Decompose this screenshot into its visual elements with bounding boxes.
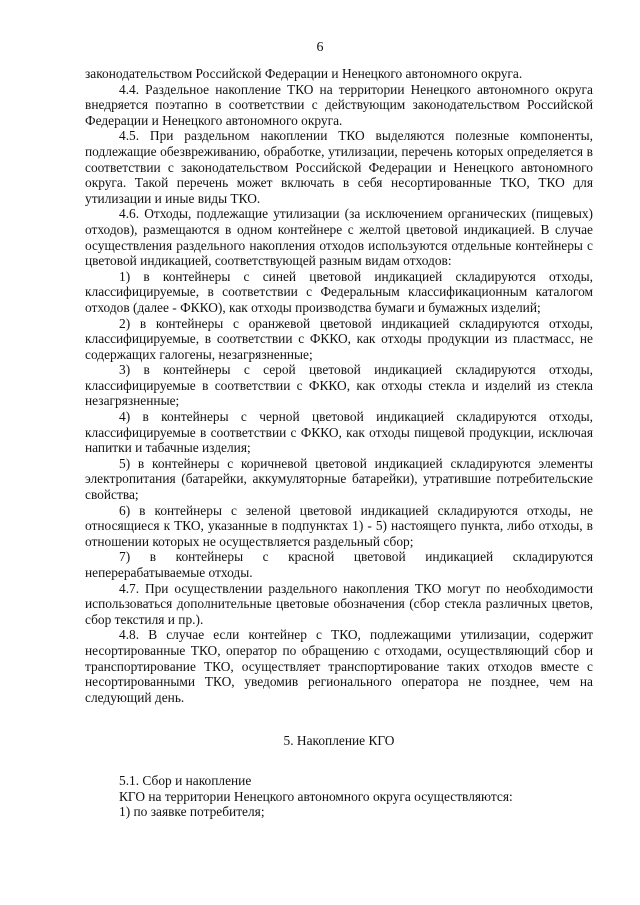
paragraph-4-7: 4.7. При осуществлении раздельного накопления ТКО могут по необходимости использоваться дополнительные цветовые обозначения (сбор стекла различных цветов, сбор текстиля и пр.). [85,580,593,627]
paragraph-4-5: 4.5. При раздельном накоплении ТКО выделяются полезные компоненты, подлежащие обезвреживанию, обработке, утилизации, перечень которых определяется в соответствии с законодательством Российской Федерации и Ненецкого автономного округа. Такой перечень может включать в себя несортированные ТКО, ТКО для утилизации и иные виды ТКО. [85,128,593,206]
paragraph-4-8: 4.8. В случае если контейнер с ТКО, подлежащими утилизации, содержит несортированные ТКО, оператор по обращению с отходами, осуществляющий сбор и транспортирование ТКО, осуществляет транспортирование таких отходов вместе с несортированными ТКО, уведомив регионального оператора не позднее, чем на следующий день. [85,627,593,705]
paragraph-4-4: 4.4. Раздельное накопление ТКО на территории Ненецкого автономного округа внедряется поэтапно в соответствии с действующим законодательством Российской Федерации и Ненецкого автономного округа. [85,81,593,128]
list-item-3: 3) в контейнеры с серой цветовой индикацией складируются отходы, классифицируемые в соответствии с ФККО, как отходы стекла и изделий из стекла незагрязненные; [85,362,593,409]
list-item-2: 2) в контейнеры с оранжевой цветовой индикацией складируются отходы, классифицируемые, в соответствии с ФККО, как отходы продукции из пластмасс, не содержащих галогены, незагрязненные; [85,315,593,362]
paragraph-5-1: 5.1. Сбор и накопление [119,772,252,788]
list-item-4: 4) в контейнеры с черной цветовой индикацией складируются отходы, классифицируемые в соответствии с ФККО, как отходы пищевой продукции, исключая напитки и табачные изделия; [85,409,593,456]
list-item-6: 6) в контейнеры с зеленой цветовой индикацией складируются отходы, не относящиеся к ТКО, указанные в подпунктах 1) - 5) настоящего пункта, либо отходы, в отношении которых не осуществляется раздельный сбор; [85,502,593,549]
document-body [85,66,593,820]
list-item-5: 5) в контейнеры с коричневой цветовой индикацией складируются элементы электропитания (батарейки, аккумуляторные батарейки), утратившие потребительские свойства; [85,455,593,503]
section-heading: 5. Накопление КГО [283,733,395,749]
list-item-1: 1) в контейнеры с синей цветовой индикацией складируются отходы, классифицируемые, в соответствии с Федеральным классификационным каталогом отходов (далее - ФККО), как отходы производства бумаги и бумажных изделий; [85,268,593,315]
section-list-item-1: 1) по заявке потребителя; [119,804,265,820]
paragraph-5-1-text: КГО на территории Ненецкого автономного округа осуществляются: [119,788,513,804]
page-number: 6 [316,40,324,55]
paragraph-continuation: законодательством Российской Федерации и Ненецкого автономного округа. [85,66,523,81]
list-item-7: 7) в контейнеры с красной цветовой индикацией складируются неперерабатываемые отходы. [85,549,593,580]
paragraph-4-6: 4.6. Отходы, подлежащие утилизации (за исключением органических (пищевых) отходов), размещаются в одном контейнере с желтой цветовой индикацией. В случае осуществления раздельного накопления отходов используются отдельные контейнеры с цветовой индикацией, соответствующей разным видам отходов: [85,206,593,269]
